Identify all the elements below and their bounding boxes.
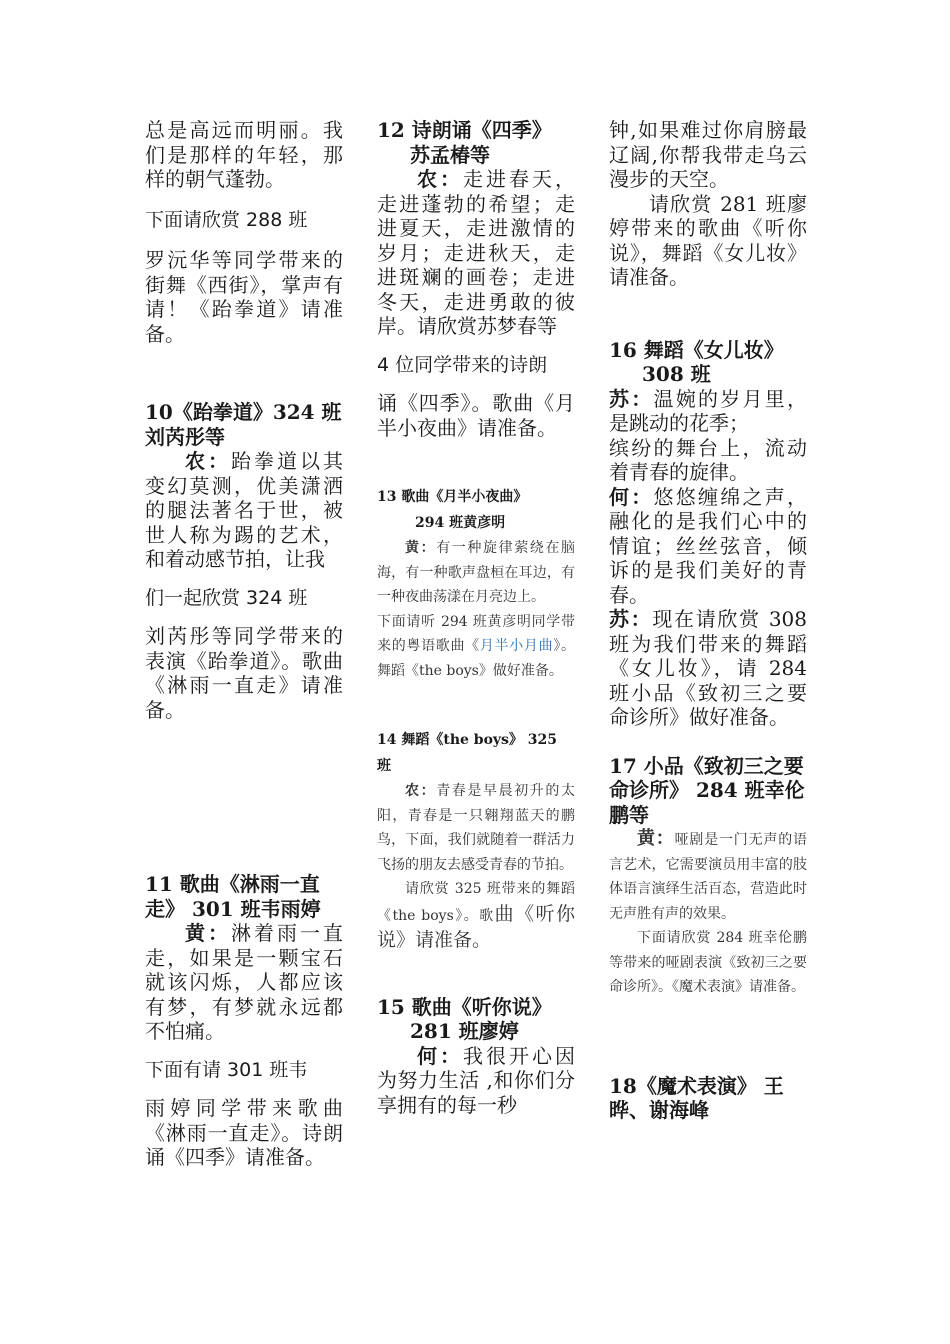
text: 请欣赏 325 班带来的舞蹈《the boys》。歌	[377, 881, 575, 924]
narration-text: 温婉的岁月里，是跳动的花季；	[609, 386, 807, 435]
paragraph: 下面有请 301 班韦	[145, 1058, 308, 1081]
heading-line: 12 诗朗诵《四季》	[377, 118, 552, 142]
heading-line: 13 歌曲《月半小夜曲》	[377, 489, 528, 505]
speaker-label: 何：	[609, 484, 654, 509]
text: 下面请听 294 班黄彦明同学带来的粤语歌曲《	[377, 613, 575, 654]
paragraph: 罗沅华等同学带来的街舞《西街》，掌声有请！《跆拳道》请准备。	[145, 248, 343, 346]
narration-16	[609, 387, 807, 436]
heading-line: 苏孟椿等	[410, 142, 490, 167]
text: 》。舞蹈《the boys》做好准备。	[377, 638, 576, 679]
narration-text: 悠悠缠绵之声，融化的是我们心中的情谊；丝丝弦音，倾诉的是我们美好的青春。	[609, 484, 807, 607]
paragraph	[377, 610, 575, 684]
section-heading-11: 11 歌曲《淋雨一直走》 301 班韦雨婷	[145, 872, 321, 921]
paragraph: 刘芮彤等同学带来的表演《跆拳道》。歌曲《淋雨一直走》请准备。	[145, 624, 343, 722]
paragraph: 4 位同学带来的诗朗	[377, 353, 548, 376]
heading-line: 308 班	[642, 362, 711, 386]
narration-text: 跆拳道以其变幻莫测，优美潇洒的腿法著名于世，被世人称为踢的艺术，和着动感节拍，让我	[145, 449, 343, 571]
narration-text: 走进春天，走进蓬勃的希望；走进夏天，走进激情的岁月；走进秋天，走进斑斓的画卷；走进冬天，走进勇敢的彼岸。请欣赏苏梦春等	[377, 167, 575, 338]
section-heading-12	[377, 118, 575, 167]
section-heading-14: 14 舞蹈《the boys》 325 班	[377, 732, 558, 774]
song-link[interactable]: 月半小月曲	[479, 638, 554, 654]
narration-text: 淋着雨一直走，如果是一颗宝石就该闪烁，人都应该有梦，有梦就永远都不怕痛。	[145, 921, 343, 1043]
speaker-label: 农：	[185, 449, 231, 473]
paragraph: 请欣赏 281 班廖婷带来的歌曲《听你说》，舞蹈《女儿妆》请准备。	[609, 191, 807, 289]
speaker-label: 何：	[417, 1043, 463, 1068]
speaker-label: 苏：	[609, 386, 654, 411]
column-3	[609, 118, 807, 1123]
paragraph: 们一起欣赏 324 班	[145, 586, 308, 609]
narration-text: 我很开心因为努力生活 ,和你们分享拥有的每一秒	[377, 1043, 575, 1117]
paragraph: 总是高远而明丽。我们是那样的年轻，那样的朝气蓬勃。	[145, 118, 343, 191]
heading-line: 16 舞蹈《女儿妆》	[609, 337, 784, 362]
speaker-label: 黄：	[405, 540, 437, 556]
narration-16: 缤纷的舞台上，流动着青春的旋律。	[609, 435, 807, 484]
heading-line: 294 班黄彦明	[415, 515, 506, 531]
narration-text: 青春是早晨初升的太阳，青春是一只翱翔蓝天的鹏鸟，下面，我们就随着一群活力飞扬的朋友去感受青春的节拍。	[377, 783, 576, 873]
speaker-label: 农：	[417, 167, 463, 191]
section-heading-15	[377, 995, 575, 1044]
paragraph: 诵《四季》。歌曲《月半小夜曲》请准备。	[377, 391, 575, 440]
narration-13	[377, 536, 575, 610]
paragraph: 钟,如果难过你肩膀最辽阔,你帮我带走乌云漫步的天空。	[609, 118, 807, 191]
column-1	[145, 118, 343, 1170]
narration-16	[609, 607, 807, 730]
narration-14	[377, 779, 575, 877]
narration-text: 现在请欣赏 308 班为我们带来的舞蹈《女儿妆》，请 284 班小品《致初三之要命诊所》做好准备。	[609, 607, 808, 729]
heading-line: 281 班廖婷	[410, 1019, 519, 1043]
narration-12	[377, 167, 575, 339]
paragraph: 雨婷同学带来歌曲《淋雨一直走》。诗朗诵《四季》请准备。	[145, 1096, 343, 1169]
column-2	[377, 118, 575, 1117]
paragraph: 下面请欣赏 284 班幸伦鹏等带来的哑剧表演《致初三之要命诊所》。《魔术表演》请准备。	[609, 930, 807, 995]
speaker-label: 黄：	[637, 828, 675, 849]
narration-text: 有一种旋律萦绕在脑海，有一种歌声盘桓在耳边，有一种夜曲荡漾在月亮边上。	[377, 540, 576, 605]
paragraph: 下面请欣赏 288 班	[145, 208, 308, 231]
narration-15	[377, 1044, 575, 1118]
section-heading-16	[609, 338, 807, 387]
narration-11	[145, 921, 343, 1044]
section-heading-18: 18《魔术表演》 王晔、谢海峰	[609, 1073, 784, 1122]
heading-line: 15 歌曲《听你说》	[377, 994, 552, 1019]
text: 曲《听你说》请准备。	[377, 902, 575, 951]
narration-10	[145, 449, 343, 572]
paragraph	[377, 877, 575, 955]
section-heading-13	[377, 484, 575, 536]
narration-17	[609, 827, 807, 926]
speaker-label: 苏：	[609, 607, 653, 631]
narration-16	[609, 485, 807, 608]
narration-text: 哑剧是一门无声的语言艺术，它需要演员用丰富的肢体语言演绎生活百态，营造此时无声胜有声的效果。	[609, 832, 808, 922]
section-heading-17: 17 小品《致初三之要命诊所》 284 班幸伦鹏等	[609, 753, 805, 827]
section-heading-10: 10《跆拳道》324 班刘芮彤等	[145, 400, 342, 449]
speaker-label: 黄：	[185, 921, 231, 945]
speaker-label: 农：	[405, 783, 437, 799]
